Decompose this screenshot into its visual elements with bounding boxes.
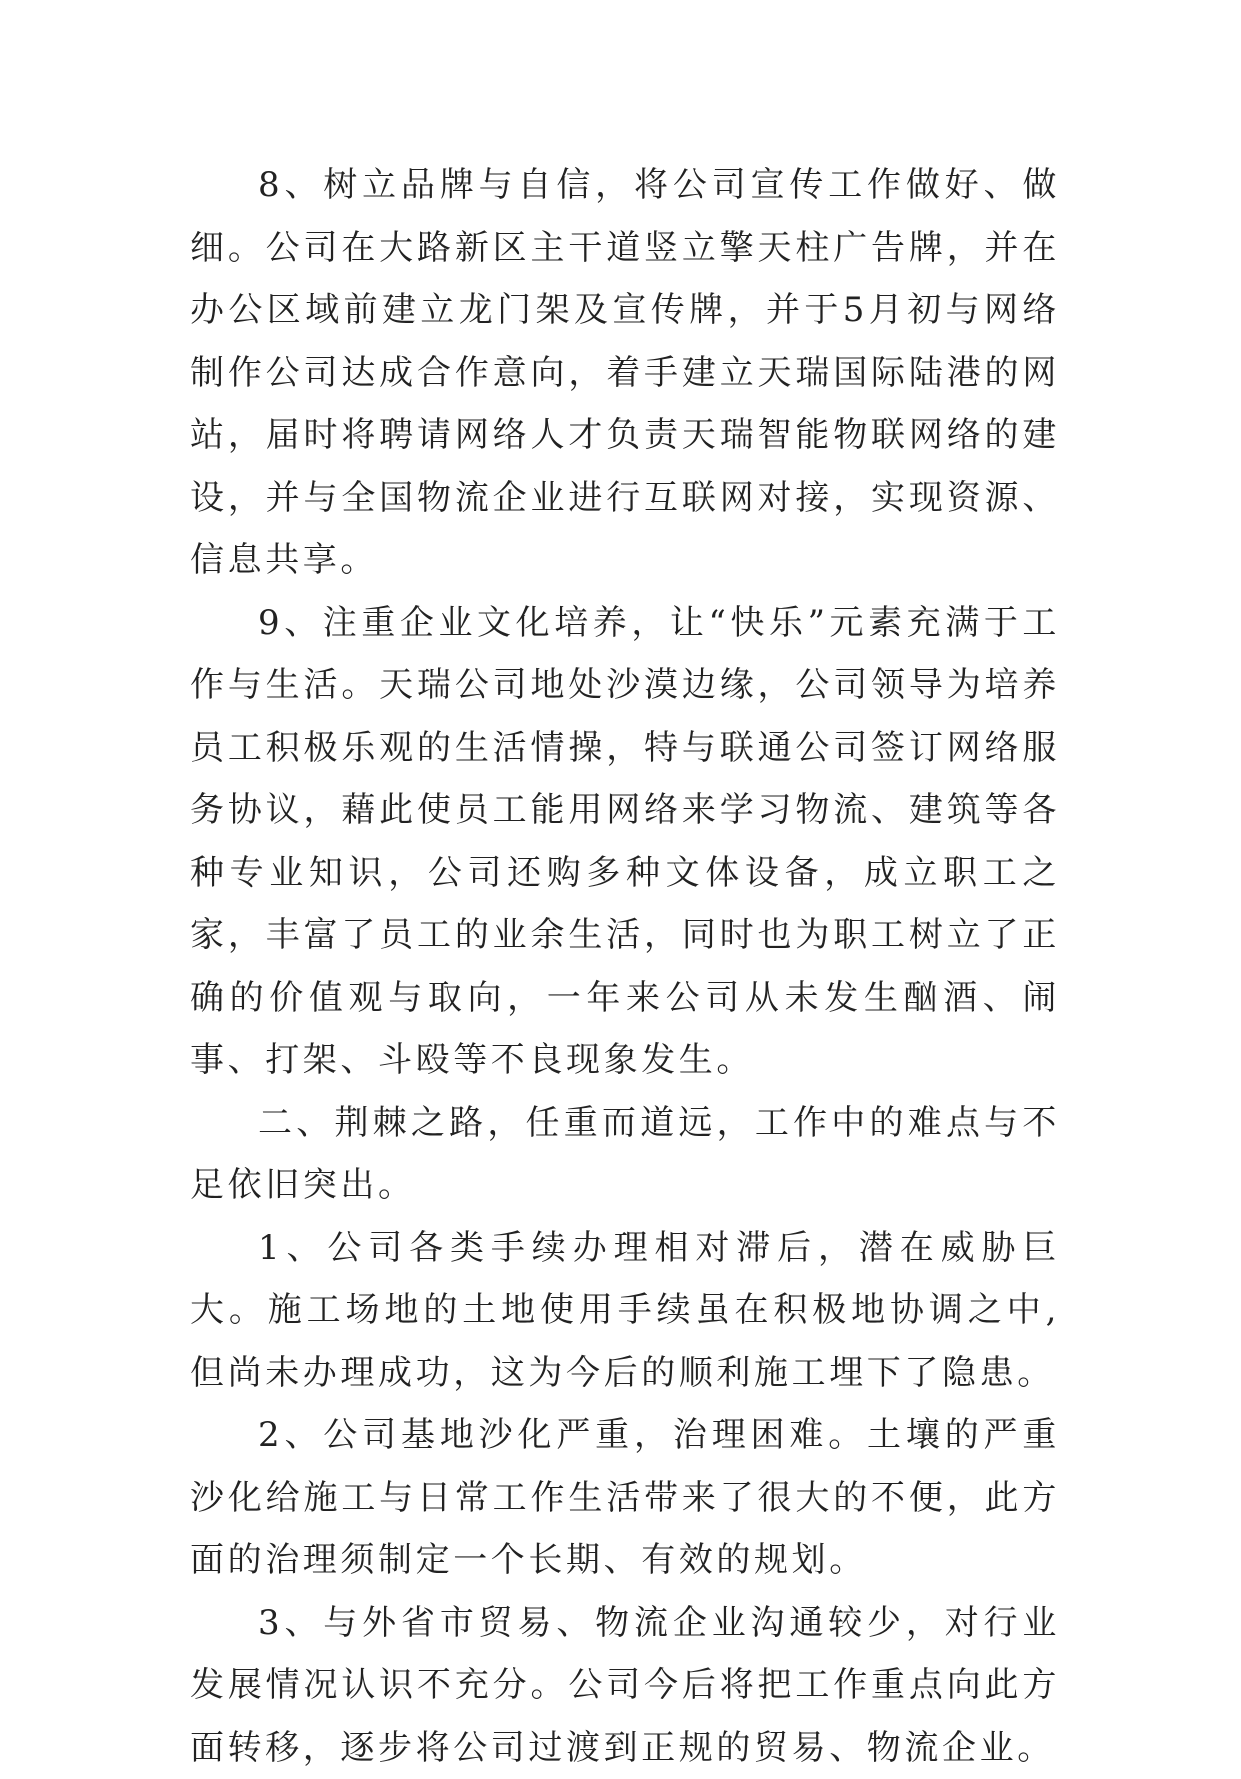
paragraph-3-communication: 3、与外省市贸易、物流企业沟通较少，对行业发展情况认识不充分。公司今后将把工作重点向此方面转移，逐步将公司过渡到正规的贸易、物流企业。 — [190, 1592, 1060, 1779]
paragraph-1-procedures: 1、公司各类手续办理相对滞后，潜在威胁巨大。施工场地的土地使用手续虽在积极地协调之中,但尚未办理成功，这为今后的顺利施工埋下了隐患。 — [190, 1217, 1060, 1405]
document-body — [190, 154, 1060, 1779]
paragraph-9-corporate-culture: 9、注重企业文化培养，让“快乐”元素充满于工作与生活。天瑞公司地处沙漠边缘，公司领导为培养员工积极乐观的生活情操，特与联通公司签订网络服务协议，藉此使员工能用网络来学习物流、建筑等各种专业知识，公司还购多种文体设备，成立职工之家，丰富了员工的业余生活，同时也为职工树立了正确的价值观与取向，一年来公司从未发生酗酒、闹事、打架、斗殴等不良现象发生。 — [190, 592, 1060, 1092]
section-heading-difficulties: 二、荆棘之路，任重而道远，工作中的难点与不足依旧突出。 — [190, 1092, 1060, 1217]
paragraph-2-desertification: 2、公司基地沙化严重，治理困难。土壤的严重沙化给施工与日常工作生活带来了很大的不便，此方面的治理须制定一个长期、有效的规划。 — [190, 1404, 1060, 1592]
paragraph-8-brand-promotion: 8、树立品牌与自信，将公司宣传工作做好、做细。公司在大路新区主干道竖立擎天柱广告牌，并在办公区域前建立龙门架及宣传牌，并于5月初与网络制作公司达成合作意向，着手建立天瑞国际陆港的网站，届时将聘请网络人才负责天瑞智能物联网络的建设，并与全国物流企业进行互联网对接，实现资源、信息共享。 — [190, 154, 1060, 592]
